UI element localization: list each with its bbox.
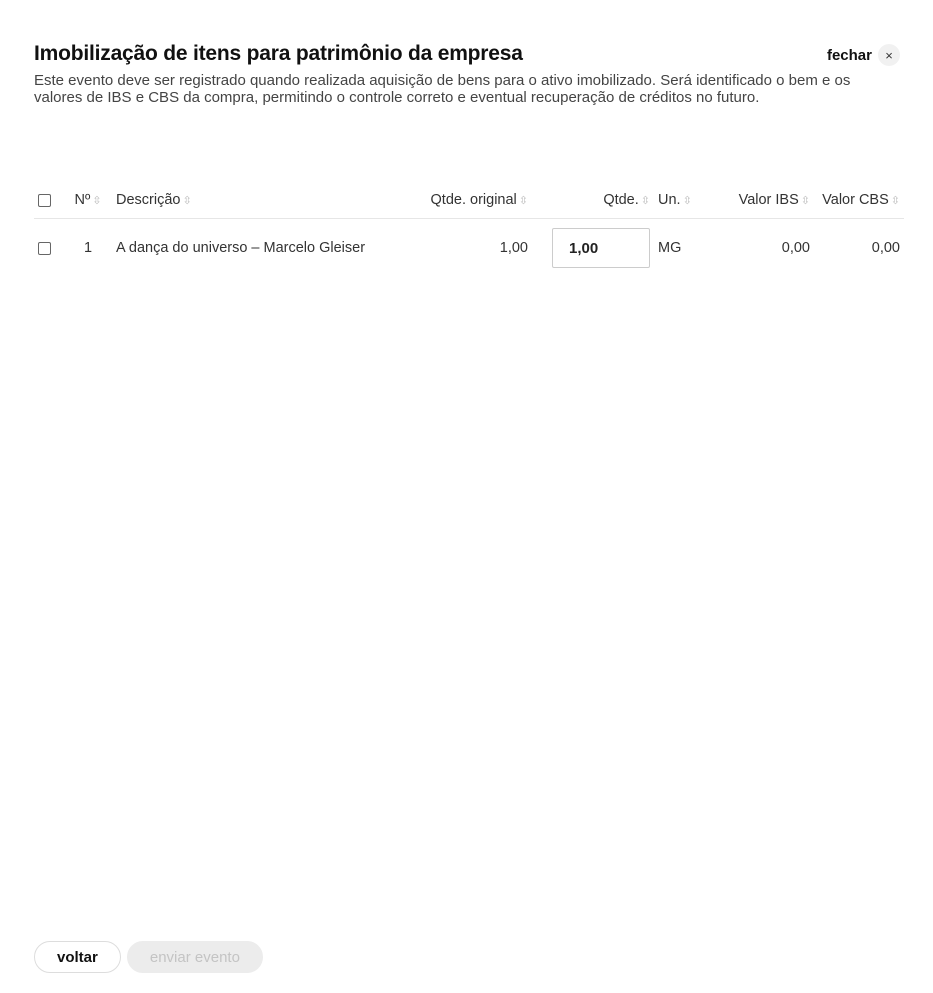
modal-title: Imobilização de itens para patrimônio da empresa: [34, 42, 523, 65]
table-header-row: [34, 182, 904, 219]
row-qtde-cell: [532, 219, 654, 278]
modal-footer: [34, 941, 263, 973]
close-icon[interactable]: ×: [878, 44, 900, 66]
col-valor-ibs-label: Valor IBS: [738, 192, 799, 208]
row-valor-cbs: 0,00: [871, 240, 900, 256]
col-num-header[interactable]: [64, 182, 112, 219]
row-valor-ibs: 0,00: [781, 240, 810, 256]
row-num: 1: [83, 240, 93, 256]
col-valor-cbs-header[interactable]: [814, 182, 904, 219]
modal-header: [34, 42, 900, 106]
col-valor-cbs-label: Valor CBS: [822, 192, 889, 208]
back-button[interactable]: voltar: [34, 941, 121, 973]
col-qtde-label: Qtde.: [603, 192, 639, 208]
col-qtde-original-header[interactable]: [392, 182, 532, 219]
col-descricao-header[interactable]: [112, 182, 392, 219]
sort-icon: ⇳: [800, 195, 810, 207]
col-un-header[interactable]: [654, 182, 714, 219]
sort-icon: ⇳: [890, 195, 900, 207]
row-qtde-original: 1,00: [499, 240, 528, 256]
sort-icon: ⇳: [518, 195, 528, 207]
col-qtde-header[interactable]: [532, 182, 654, 219]
row-select-cell: [34, 219, 64, 278]
col-qtde-original-label: Qtde. original: [430, 192, 517, 208]
send-event-button[interactable]: enviar evento: [127, 941, 263, 973]
select-all-checkbox[interactable]: [38, 194, 51, 207]
row-un: MG: [658, 240, 682, 256]
sort-icon: ⇳: [92, 195, 102, 207]
col-valor-ibs-header[interactable]: [714, 182, 814, 219]
quantity-input[interactable]: [552, 228, 650, 268]
select-all-header: [34, 182, 64, 219]
table-row: [34, 219, 904, 278]
modal-description: Este evento deve ser registrado quando realizada aquisição de bens para o ativo imobilizado. Será identificado o bem e os valores de IBS e CBS da compra, permitindo o controle correto e eventual recuperação de créditos no futuro.: [34, 72, 851, 106]
close-label: fechar: [826, 46, 872, 64]
close-button[interactable]: [827, 44, 900, 66]
sort-icon: ⇳: [182, 195, 192, 207]
row-descricao: A dança do universo – Marcelo Gleiser: [116, 240, 366, 256]
row-checkbox[interactable]: [38, 242, 51, 255]
col-num-label: Nº: [74, 192, 91, 208]
items-table: [34, 182, 904, 277]
col-descricao-label: Descrição: [116, 192, 181, 208]
sort-icon: ⇳: [682, 195, 692, 207]
sort-icon: ⇳: [640, 195, 650, 207]
col-un-label: Un.: [658, 192, 681, 208]
